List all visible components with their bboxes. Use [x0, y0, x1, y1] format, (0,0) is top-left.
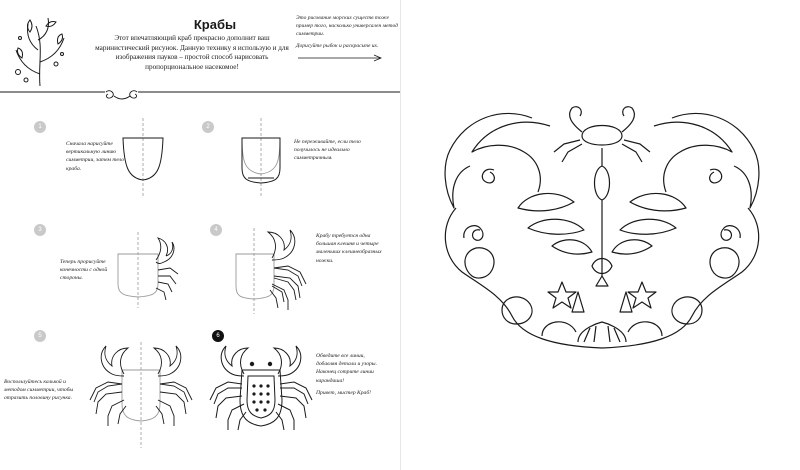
tip-box: [296, 14, 400, 65]
crab-detailed-legs-sketch-step-4: [232, 226, 312, 316]
step-text-1: Сначала нарисуйте вертикальную линию симметрии, затем тело краба.: [66, 141, 125, 172]
step-text-4: Крабу требуется одна большая клешня и четыре маленьких клешнеобразных ножки.: [316, 233, 382, 264]
step-text-5: Воспользуйтесь калькой и методом симметрии, чтобы отразить половину рисунка.: [4, 379, 74, 402]
step-badge-5: 5: [34, 330, 46, 342]
step-text-2: Не переживайте, если тело получилось не идеально симметричным.: [294, 139, 361, 162]
seaweed-corner-ornament-icon: [10, 14, 70, 89]
intro-text: Этот впечатляющий краб прекрасно дополнит ваш маринистический рисунок. Данную технику я использую и для изображения пауков – простой способ нарисовать пропорциональное насекомое!: [95, 34, 289, 71]
step-6-greeting: Привет, мистер Краб!: [316, 389, 371, 396]
step-badge-1: 1: [34, 121, 46, 133]
crab-mirrored-sketch-step-5: [86, 340, 196, 450]
crab-coloring-crest-icon: [432, 96, 772, 386]
step-badge-3: 3: [34, 224, 46, 236]
arrow-right-icon: [296, 54, 386, 62]
swirl-divider-ornament-icon: [0, 90, 400, 104]
crab-half-legs-sketch-step-3: [112, 230, 182, 310]
step-badge-6: 6: [212, 330, 224, 342]
finished-crab-step-6: [206, 340, 316, 450]
tip-text-1: Это рисование морских существ тоже пример того, насколько универсален метод симметрии.: [296, 15, 398, 37]
step-badge-2: 2: [202, 121, 214, 133]
crab-body-sketch-step-1: [118, 116, 168, 200]
step-text-3: Теперь прорисуйте конечности с одной стороны.: [60, 259, 108, 282]
tip-text-2: Дорисуйте рыбок и раскрасьте их.: [296, 43, 379, 49]
page-title: Крабы: [193, 17, 237, 32]
step-6-instruction: Обведите все линии, добавляя детали и узоры. Наконец сотрите линии карандаша!: [316, 353, 377, 384]
step-badge-4: 4: [210, 224, 222, 236]
page-gutter: [400, 0, 401, 470]
crab-body-sketch-step-2: [236, 116, 286, 200]
step-text-6: [316, 352, 386, 397]
